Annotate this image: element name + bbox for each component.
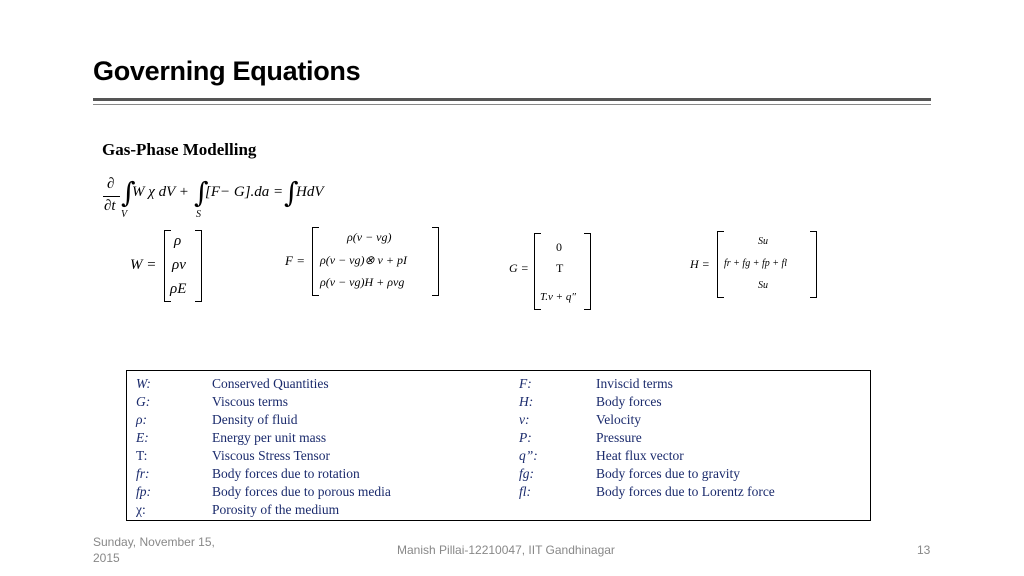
right-bracket [810, 231, 817, 298]
legend-symbol: T: [136, 448, 148, 463]
legend-description: Velocity [596, 412, 641, 427]
legend-symbol: P: [519, 430, 532, 445]
partial-numerator: ∂ [107, 176, 115, 192]
slide-title: Governing Equations [93, 56, 361, 86]
vector-w-row: ρ [174, 233, 182, 249]
vector-f-row: ρ(v − vg) [347, 230, 392, 244]
legend-description: Density of fluid [212, 412, 298, 427]
legend-symbol: W: [136, 376, 151, 391]
legend-symbol: H: [519, 394, 534, 409]
legend-description: Energy per unit mass [212, 430, 327, 445]
legend-symbol: G: [136, 394, 151, 409]
legend-description: Inviscid terms [596, 376, 673, 391]
legend-description: Conserved Quantities [212, 376, 329, 391]
vector-g-row: T [556, 261, 564, 275]
legend-symbol: χ: [136, 502, 146, 517]
term-w-chi-dv: W χ dV + [132, 184, 189, 200]
legend-symbol: F: [519, 376, 532, 391]
footer-author: Manish Pillai-12210047, IIT Gandhinagar [397, 543, 615, 557]
sub-s: S [196, 209, 201, 220]
legend-symbol: E: [136, 430, 149, 445]
legend-symbol: fg: [519, 466, 534, 481]
vector-h-row: Su [758, 280, 768, 291]
legend-description: Viscous terms [212, 394, 289, 409]
legend-symbol: ρ: [136, 412, 147, 427]
legend-symbol: fp: [136, 484, 151, 499]
legend-symbol: q”: [519, 448, 538, 463]
vector-g-label: G = [509, 261, 529, 275]
right-bracket [584, 233, 591, 310]
vector-g-row: T.v + q″ [540, 291, 576, 303]
legend-description: Pressure [596, 430, 642, 445]
legend-symbol: v: [519, 412, 530, 427]
footer-date-line2: 2015 [93, 551, 120, 565]
legend-description: Viscous Stress Tensor [212, 448, 330, 463]
left-bracket [717, 231, 724, 298]
legend-symbol: fr: [136, 466, 150, 481]
vector-w-label: W = [130, 257, 157, 273]
integral-sign-1: ∫ [121, 176, 136, 209]
left-bracket [312, 227, 319, 296]
integral-sign-2: ∫ [194, 176, 209, 209]
legend-description: Body forces due to rotation [212, 466, 360, 481]
legend-description: Porosity of the medium [212, 502, 340, 517]
section-subtitle: Gas-Phase Modelling [102, 140, 257, 159]
page-number: 13 [917, 543, 931, 557]
term-hdv: HdV [296, 184, 324, 200]
title-rule-thin [93, 104, 931, 105]
legend-description: Body forces [596, 394, 662, 409]
legend-description: Body forces due to gravity [596, 466, 740, 481]
right-bracket [432, 227, 439, 296]
integral-sign-3: ∫ [284, 176, 299, 209]
legend-symbol: fl: [519, 484, 531, 499]
legend-description: Heat flux vector [596, 448, 684, 463]
vector-w-row: ρE [170, 281, 187, 297]
partial-denominator: ∂t [104, 198, 116, 214]
title-rule-thick [93, 98, 931, 101]
footer-date-line1: Sunday, November 15, [93, 535, 215, 549]
vector-f-row: ρ(v − vg)⊗ v + pI [320, 253, 407, 267]
vector-g-row: 0 [556, 240, 562, 254]
vector-h-row: Su [758, 236, 768, 247]
sub-v: V [121, 209, 128, 220]
term-flux: [F− G].da = [205, 184, 284, 200]
legend-description: Body forces due to Lorentz force [596, 484, 775, 499]
right-bracket [195, 230, 202, 302]
symbol-legend [126, 370, 871, 521]
vector-f-label: F = [285, 253, 305, 268]
vector-w-row: ρv [172, 257, 186, 273]
vector-h-label: H = [690, 257, 710, 271]
legend-description: Body forces due to porous media [212, 484, 391, 499]
vector-f-row: ρ(v − vg)H + ρvg [320, 275, 405, 289]
vector-h-row: fr + fg + fp + fl [724, 258, 788, 269]
fraction-line [103, 196, 120, 197]
